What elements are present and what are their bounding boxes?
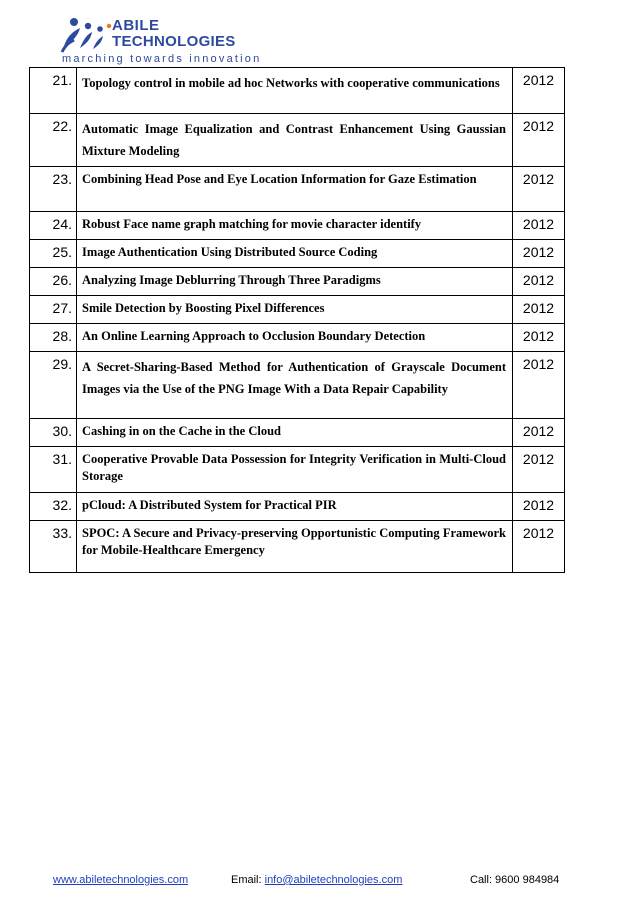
paper-year: 2012 bbox=[513, 493, 565, 521]
paper-year: 2012 bbox=[513, 114, 565, 167]
paper-list-body bbox=[30, 68, 565, 573]
paper-row bbox=[30, 352, 565, 419]
paper-number: 21. bbox=[30, 68, 77, 114]
paper-title: Smile Detection by Boosting Pixel Differences bbox=[77, 296, 513, 324]
paper-row bbox=[30, 296, 565, 324]
paper-year: 2012 bbox=[513, 447, 565, 493]
paper-title: Topology control in mobile ad hoc Networks with cooperative communications bbox=[77, 68, 513, 114]
paper-title: Automatic Image Equalization and Contrast Enhancement Using Gaussian Mixture Modeling bbox=[77, 114, 513, 167]
paper-number: 29. bbox=[30, 352, 77, 419]
page-footer bbox=[0, 874, 638, 888]
paper-year: 2012 bbox=[513, 240, 565, 268]
paper-title: Cooperative Provable Data Possession for Integrity Verification in Multi-Cloud Storage bbox=[77, 447, 513, 493]
paper-row bbox=[30, 240, 565, 268]
paper-title: Cashing in on the Cache in the Cloud bbox=[77, 419, 513, 447]
paper-list-table bbox=[29, 67, 565, 573]
paper-row bbox=[30, 212, 565, 240]
paper-year: 2012 bbox=[513, 296, 565, 324]
paper-number: 32. bbox=[30, 493, 77, 521]
footer-email bbox=[231, 874, 402, 886]
website-link[interactable]: www.abiletechnologies.com bbox=[53, 874, 189, 886]
paper-number: 26. bbox=[30, 268, 77, 296]
paper-title: Robust Face name graph matching for movie character identify bbox=[77, 212, 513, 240]
logo-line-1: ABILE bbox=[112, 17, 160, 34]
paper-year: 2012 bbox=[513, 212, 565, 240]
paper-title: Analyzing Image Deblurring Through Three Paradigms bbox=[77, 268, 513, 296]
paper-row bbox=[30, 324, 565, 352]
email-label: Email: bbox=[231, 874, 265, 886]
paper-number: 25. bbox=[30, 240, 77, 268]
paper-row bbox=[30, 114, 565, 167]
paper-year: 2012 bbox=[513, 68, 565, 114]
paper-row bbox=[30, 521, 565, 573]
company-logo bbox=[60, 14, 270, 66]
paper-number: 31. bbox=[30, 447, 77, 493]
logo-tagline: marching towards innovation bbox=[62, 53, 262, 65]
paper-row bbox=[30, 167, 565, 212]
paper-row bbox=[30, 419, 565, 447]
paper-year: 2012 bbox=[513, 521, 565, 573]
paper-number: 27. bbox=[30, 296, 77, 324]
paper-year: 2012 bbox=[513, 324, 565, 352]
paper-year: 2012 bbox=[513, 268, 565, 296]
paper-title: pCloud: A Distributed System for Practical PIR bbox=[77, 493, 513, 521]
paper-title: SPOC: A Secure and Privacy-preserving Opportunistic Computing Framework for Mobile-Healthcare Emergency bbox=[77, 521, 513, 573]
paper-row bbox=[30, 493, 565, 521]
footer-phone: Call: 9600 984984 bbox=[470, 874, 560, 886]
paper-year: 2012 bbox=[513, 352, 565, 419]
paper-title: A Secret-Sharing-Based Method for Authentication of Grayscale Document Images via the Use of the PNG Image With a Data Repair Capability bbox=[77, 352, 513, 419]
paper-title: Image Authentication Using Distributed Source Coding bbox=[77, 240, 513, 268]
paper-title: Combining Head Pose and Eye Location Information for Gaze Estimation bbox=[77, 167, 513, 212]
paper-row bbox=[30, 447, 565, 493]
email-link[interactable]: info@abiletechnologies.com bbox=[264, 874, 403, 886]
footer-website bbox=[53, 874, 188, 886]
paper-number: 30. bbox=[30, 419, 77, 447]
paper-number: 33. bbox=[30, 521, 77, 573]
paper-row bbox=[30, 268, 565, 296]
logo-figures-icon bbox=[60, 16, 112, 56]
logo-line-2: TECHNOLOGIES bbox=[112, 33, 236, 50]
paper-row bbox=[30, 68, 565, 114]
paper-year: 2012 bbox=[513, 419, 565, 447]
paper-year: 2012 bbox=[513, 167, 565, 212]
paper-number: 24. bbox=[30, 212, 77, 240]
paper-number: 22. bbox=[30, 114, 77, 167]
paper-title: An Online Learning Approach to Occlusion Boundary Detection bbox=[77, 324, 513, 352]
paper-number: 28. bbox=[30, 324, 77, 352]
paper-number: 23. bbox=[30, 167, 77, 212]
